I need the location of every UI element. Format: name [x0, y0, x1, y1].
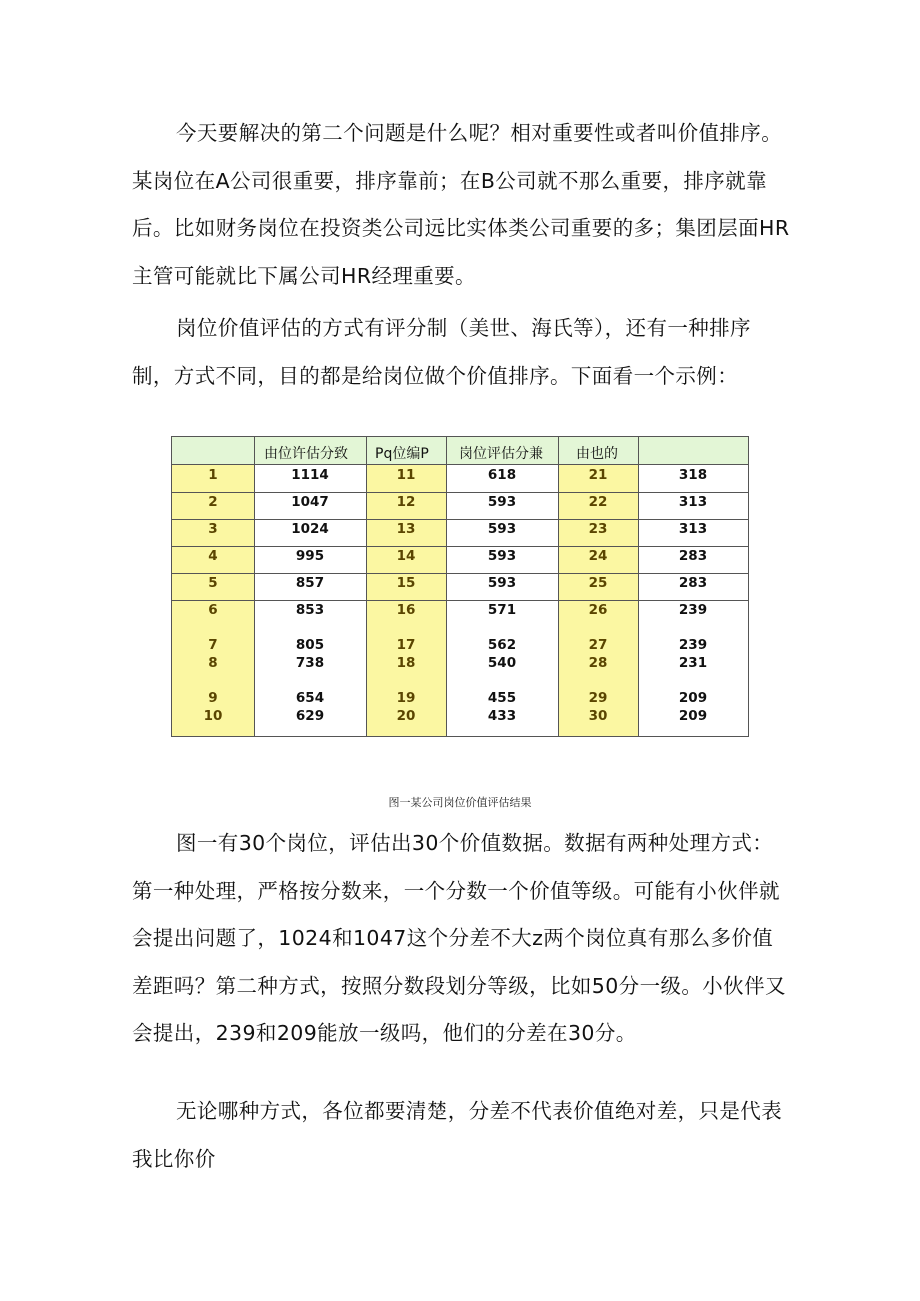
table-cell: 24 — [588, 548, 608, 564]
table-cell: 1114 — [291, 467, 329, 483]
table-cell: 30 — [588, 708, 608, 724]
table-cell: 1024 — [291, 521, 329, 537]
table-header-cell: Pq位编P — [375, 446, 429, 462]
table-cell: 283 — [678, 548, 708, 564]
table-cell: 433 — [487, 708, 517, 724]
table-cell: 9 — [208, 690, 218, 706]
table-cell: 239 — [678, 637, 708, 653]
table-cell: 17 — [396, 637, 416, 653]
table-cell: 13 — [396, 521, 416, 537]
table-cell: 618 — [487, 467, 517, 483]
table-cell: 593 — [487, 575, 517, 591]
table-cell: 12 — [396, 494, 416, 510]
table-cell: 20 — [396, 708, 416, 724]
table-cell: 10 — [203, 708, 223, 724]
evaluation-table — [171, 436, 749, 737]
table-row-divider — [172, 573, 748, 574]
table-cell: 593 — [487, 548, 517, 564]
table-cell: 4 — [208, 548, 218, 564]
table-cell: 18 — [396, 655, 416, 671]
table-row-divider — [172, 600, 748, 601]
table-cell: 283 — [678, 575, 708, 591]
table-cell: 11 — [396, 467, 416, 483]
table-cell: 19 — [396, 690, 416, 706]
table-cell: 313 — [678, 521, 708, 537]
table-cell: 593 — [487, 521, 517, 537]
table-cell: 28 — [588, 655, 608, 671]
table-row-divider — [172, 519, 748, 520]
table-column-divider — [638, 437, 639, 736]
table-cell: 209 — [678, 690, 708, 706]
paragraph-4: 无论哪种方式，各位都要清楚，分差不代表价值绝对差，只是代表我比你价 — [132, 1099, 783, 1171]
table-cell: 318 — [678, 467, 708, 483]
table-column-divider — [558, 437, 559, 736]
figure-caption: 图一某公司岗位价值评估结果 — [388, 796, 532, 809]
table-cell: 21 — [588, 467, 608, 483]
table-cell: 26 — [588, 602, 608, 618]
table-cell: 239 — [678, 602, 708, 618]
table-cell: 15 — [396, 575, 416, 591]
table-cell: 16 — [396, 602, 416, 618]
table-cell: 2 — [208, 494, 218, 510]
table-cell: 562 — [487, 637, 517, 653]
table-cell: 1047 — [291, 494, 329, 510]
paragraph-2: 岗位价值评估的方式有评分制（美世、海氏等），还有一种排序制，方式不同，目的都是给岗位做个价值排序。下面看一个示例： — [132, 316, 751, 388]
paragraph-3: 图一有30个岗位，评估出30个价值数据。数据有两种处理方式：第一种处理，严格按分数来，一个分数一个价值等级。可能有小伙伴就会提出问题了，1024和1047这个分差不大z两个岗位真有那么多价值差距吗？第二种方式，按照分数段划分等级，比如50分一级。小伙伴又会提出，239和209能放一级吗，他们的分差在30分。 — [132, 831, 786, 1045]
table-header-cell: 由也的 — [576, 446, 618, 462]
table-cell: 805 — [295, 637, 325, 653]
table-column-divider — [446, 437, 447, 736]
table-cell: 853 — [295, 602, 325, 618]
table-cell: 23 — [588, 521, 608, 537]
table-cell: 593 — [487, 494, 517, 510]
table-cell: 14 — [396, 548, 416, 564]
table-cell: 738 — [295, 655, 325, 671]
table-cell: 27 — [588, 637, 608, 653]
table-cell: 654 — [295, 690, 325, 706]
table-cell: 231 — [678, 655, 708, 671]
table-cell: 7 — [208, 637, 218, 653]
table-cell: 209 — [678, 708, 708, 724]
table-row-divider — [172, 492, 748, 493]
table-column-divider — [254, 437, 255, 736]
table-cell: 571 — [487, 602, 517, 618]
table-cell: 3 — [208, 521, 218, 537]
table-cell: 22 — [588, 494, 608, 510]
table-cell: 6 — [208, 602, 218, 618]
table-cell: 455 — [487, 690, 517, 706]
table-cell: 540 — [487, 655, 517, 671]
table-cell: 5 — [208, 575, 218, 591]
table-cell: 25 — [588, 575, 608, 591]
table-cell: 995 — [295, 548, 325, 564]
table-column-divider — [366, 437, 367, 736]
table-cell: 1 — [208, 467, 218, 483]
table-cell: 313 — [678, 494, 708, 510]
paragraph-1: 今天要解决的第二个问题是什么呢？相对重要性或者叫价值排序。某岗位在A公司很重要，排序靠前；在B公司就不那么重要，排序就靠后。比如财务岗位在投资类公司远比实体类公司重要的多；集团层面HR主管可能就比下属公司HR经理重要。 — [132, 121, 790, 288]
table-cell: 29 — [588, 690, 608, 706]
table-row-divider — [172, 546, 748, 547]
table-header-cell: 岗位评估分兼 — [459, 446, 543, 462]
table-cell: 857 — [295, 575, 325, 591]
table-cell: 629 — [295, 708, 325, 724]
table-cell: 8 — [208, 655, 218, 671]
table-header-cell: 由位许估分致 — [264, 446, 348, 462]
